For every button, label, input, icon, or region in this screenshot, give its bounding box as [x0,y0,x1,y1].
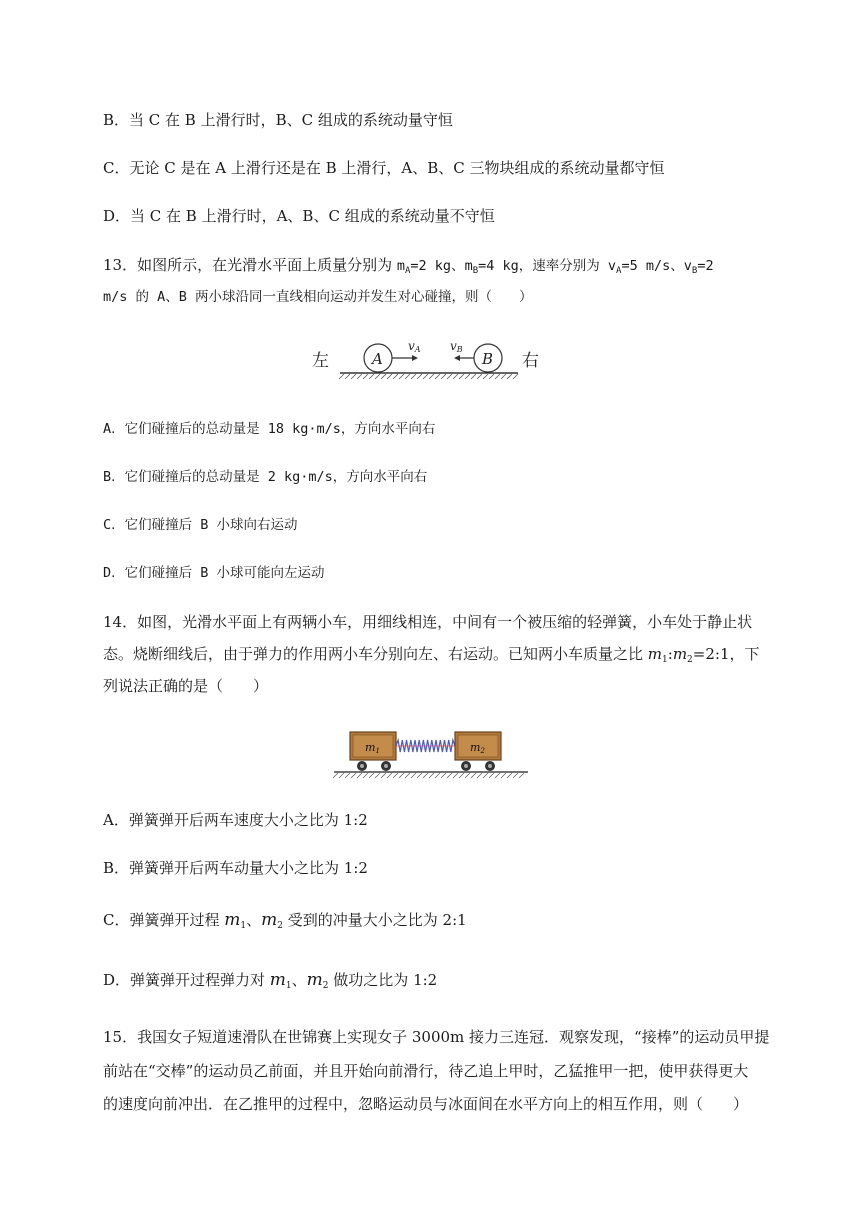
ball-b [474,344,502,372]
q15-stem-line-1: 15．我国女子短道速滑队在世锦赛上实现女子 3000m 接力三连冠．观察发现，“接棒”的运动员甲提 [103,1028,770,1046]
cart-1-symbol: m [365,741,376,754]
ball-a-label: A [372,350,383,368]
mass-b-subscript: B [472,266,479,276]
ground-surface [339,373,518,379]
q13-stem-line-2: m/s 的 A、B 两小球沿同一直线相向运动并发生对心碰撞，则（ ） [103,289,533,305]
q14-option-a: A．弹簧弹开后两车速度大小之比为 1:2 [103,811,368,829]
compressed-spring [396,740,455,752]
q14-option-c-lead: C．弹簧弹开过程 [103,911,225,929]
q15-stem-line-3: 的速度向前冲出．在乙推甲的过程中，忽略运动员与冰面间在水平方向上的相互作用，则（ ） [103,1095,749,1113]
mass-a-value: =2 kg、 [410,258,465,274]
q12-option-b: B．当 C 在 B 上滑行时，B、C 组成的系统动量守恒 [103,111,453,129]
left-label: 左 [312,351,329,371]
cart-2 [455,732,501,771]
q12-option-d: D．当 C 在 B 上滑行时，A、B、C 组成的系统动量不守恒 [103,207,495,225]
q15-stem-line-2: 前站在“交棒”的运动员乙前面，并且开始向前滑行，待乙追上甲时，乙猛推甲一把，使甲获得更大 [103,1062,749,1080]
q14-option-d-lead: D．弹簧弹开过程弹力对 [103,971,270,989]
mass-2-subscript: 2 [322,981,329,991]
vb-symbol: v [450,339,457,353]
q13-option-a: A．它们碰撞后的总动量是 18 kg·m/s，方向水平向右 [103,421,436,437]
ball-b-label: B [482,350,494,368]
speed-b-symbol: v [683,258,692,274]
q13-option-b: B．它们碰撞后的总动量是 2 kg·m/s，方向水平向右 [103,469,428,485]
q13-mass-a [397,258,714,274]
mass-1-symbol: m [269,970,286,990]
q13-stem-line-1 [103,255,714,281]
mass-1-subscript: 1 [662,655,668,665]
separator: 、 [291,971,307,989]
mass-2-subscript: 2 [277,921,283,931]
q13-option-c: C．它们碰撞后 B 小球向右运动 [103,517,298,533]
mass-2-subscript: 2 [687,655,693,665]
ratio-colon: : [667,645,673,663]
mass-a-symbol: m [396,258,405,274]
mass-1-subscript: 1 [285,981,292,991]
speed-a-subscript: A [616,266,622,276]
speed-b-subscript: B [691,266,698,276]
speed-a-symbol: v [607,258,617,274]
q14-stem-line-3: 列说法正确的是（ ） [103,677,269,695]
velocity-b-arrow [454,355,474,361]
speed-a-value: =5 m/s、 [621,258,684,274]
q14-stem-line-1: 14．如图，光滑水平面上有两辆小车，用细线相连，中间有一个被压缩的轻弹簧，小车处于静止状 [103,613,753,631]
mass-2-symbol: m [306,970,323,990]
q13-option-d: D．它们碰撞后 B 小球可能向左运动 [103,565,325,581]
va-subscript: A [414,345,421,354]
q12-option-c: C．无论 C 是在 A 上滑行还是在 B 上滑行，A、B、C 三物块组成的系统动量都守恒 [103,159,665,177]
mass-2-symbol: m [672,645,688,663]
velocity-a-label [408,339,421,354]
mass-2-symbol: m [261,910,278,930]
right-label: 右 [522,351,539,371]
q14-option-b: B．弹簧弹开后两车动量大小之比为 1:2 [103,859,368,877]
mass-a-subscript: A [405,266,411,276]
velocity-a-arrow [392,355,418,361]
velocity-b-label [450,339,463,354]
cart-2-symbol: m [470,741,481,754]
q13-collision-figure [300,334,550,384]
ground-surface [333,772,528,778]
q14-stem-line-2 [103,644,760,670]
q14-stem-2-lead: 态。烧断细线后，由于弹力的作用两小车分别向左、右运动。已知两小车质量之比 [103,645,648,663]
q14-option-c [103,910,467,936]
cart-1-subscript: 1 [375,747,380,755]
mass-1-subscript: 1 [240,921,247,931]
separator: 、 [246,911,262,929]
cart-1 [350,732,396,771]
q13-stem-lead: 13．如图所示，在光滑水平面上质量分别为 [103,256,397,274]
q14-stem-2-tail: =2:1，下 [692,645,760,663]
ball-a [364,344,392,372]
mass-b-symbol: m [464,258,473,274]
mass-b-value: =4 kg，速率分别为 [478,258,608,274]
q14-option-d [103,970,437,996]
q14-option-d-tail: 做功之比为 1:2 [328,971,438,989]
vb-subscript: B [456,345,463,354]
mass-1-symbol: m [647,645,663,663]
cart-2-subscript: 2 [480,747,485,755]
q14-carts-figure [330,726,535,782]
q14-option-c-tail: 受到的冲量大小之比为 2:1 [282,911,467,929]
va-symbol: v [408,339,415,353]
speed-b-value: =2 [697,258,714,274]
mass-1-symbol: m [224,910,241,930]
